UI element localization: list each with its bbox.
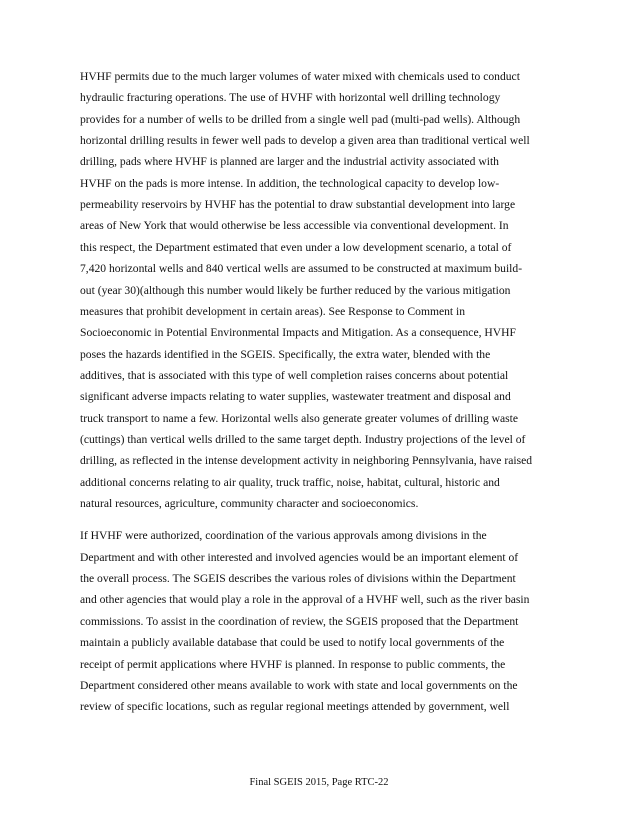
text-line: HVHF permits due to the much larger volumes of water mixed with chemicals used to conduct [80, 70, 520, 83]
text-line: (cuttings) than vertical wells drilled to the same target depth. Industry projections of the level of [80, 433, 526, 446]
text-line: poses the hazards identified in the SGEIS. Specifically, the extra water, blended with the [80, 347, 491, 361]
text-line: drilling, as reflected in the intense development activity in neighboring Pennsylvania, have raised [80, 454, 533, 468]
text-line: review of specific locations, such as regular regional meetings attended by government, well [80, 700, 510, 714]
text-line: provides for a number of wells to be drilled from a single well pad (multi-pad wells). Although [80, 112, 521, 126]
page-footer: Final SGEIS 2015, Page RTC-22 [249, 777, 389, 788]
text-line: HVHF on the pads is more intense. In addition, the technological capacity to develop low- [80, 176, 500, 190]
text-line: Department considered other means available to work with state and local governments on the [80, 678, 518, 692]
text-line: additional concerns relating to air quality, truck traffic, noise, habitat, cultural, historic and [80, 475, 500, 489]
text-line: commissions. To assist in the coordination of review, the SGEIS proposed that the Department [80, 614, 519, 628]
text-line: permeability reservoirs by HVHF has the potential to draw substantial development into large [80, 198, 516, 212]
text-line: out (year 30)(although this number would likely be further reduced by the various mitigation [80, 283, 511, 297]
text-line: Socioeconomic in Potential Environmental Impacts and Mitigation. As a consequence, HVHF [80, 326, 516, 340]
text-line: Department and with other interested and involved agencies would be an important element of [80, 550, 519, 564]
text-line: 7,420 horizontal wells and 840 vertical wells are assumed to be constructed at maximum build- [80, 262, 523, 276]
text-line: truck transport to name a few. Horizontal wells also generate greater volumes of drilling waste [80, 411, 519, 425]
text-line: hydraulic fracturing operations. The use of HVHF with horizontal well drilling technology [80, 91, 501, 105]
text-line: maintain a publicly available database that could be used to notify local governments of the [80, 636, 505, 650]
text-line: additives, that is associated with this type of well completion raises concerns about potential [80, 368, 509, 382]
text-line: If HVHF were authorized, coordination of the various approvals among divisions in the [80, 529, 487, 543]
text-line: receipt of permit applications where HVHF is planned. In response to public comments, the [80, 657, 506, 671]
text-line: the overall process. The SGEIS describes the various roles of divisions within the Department [80, 572, 516, 586]
text-line: drilling, pads where HVHF is planned are larger and the industrial activity associated with [80, 155, 499, 169]
text-line: horizontal drilling results in fewer well pads to develop a given area than traditional vertical well [80, 134, 530, 147]
text-line: measures that prohibit development in certain areas). See Response to Comment in [80, 304, 466, 318]
text-line: this respect, the Department estimated that even under a low development scenario, a total of [80, 240, 512, 254]
text-line: and other agencies that would play a role in the approval of a HVHF well, such as the river basin [80, 593, 530, 607]
text-line: natural resources, agriculture, community character and socioeconomics. [80, 497, 419, 510]
text-line: significant adverse impacts relating to water supplies, wastewater treatment and disposal and [80, 390, 511, 404]
text-line: areas of New York that would otherwise be less accessible via conventional development. In [80, 219, 509, 233]
